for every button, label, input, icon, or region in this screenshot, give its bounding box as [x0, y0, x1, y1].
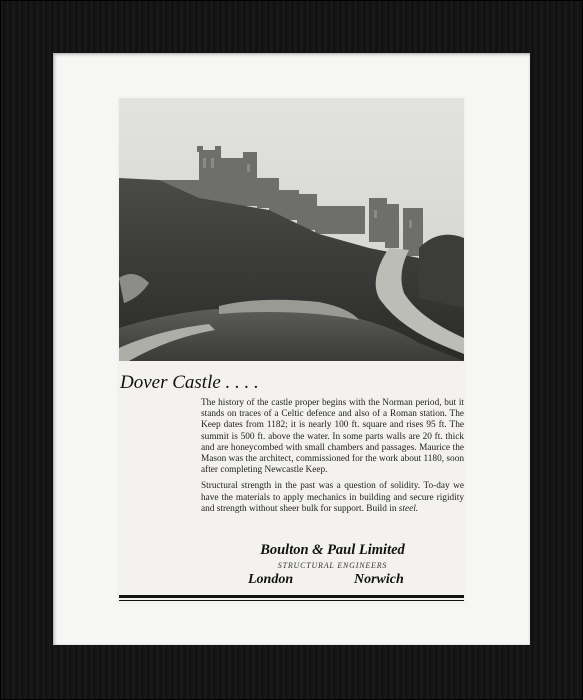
bottom-rule-thin [119, 600, 464, 601]
ad-heading: Dover Castle . . . . [120, 372, 259, 393]
vintage-advertisement [117, 96, 466, 604]
castle-photograph [119, 98, 464, 361]
city-london: London [248, 572, 294, 587]
steel-emphasis: steel. [398, 503, 419, 514]
steel-paragraph-text: Structural strength in the past was a question of solidity. To-day we have the materials to apply mechanics in building and secure rigidity and strength without sheer bulk for support. Build in [201, 481, 464, 514]
history-paragraph: The history of the castle proper begins with the Norman period, but it stands on traces of a Celtic defence and also of a Roman station. The Keep dates from 1182; it is nearly 100 ft. square and rises 95 ft. The summit is 500 ft. above the water. In some parts walls are 20 ft. thick and are honeycombed with small chambers and passages. Maurice the Mason was the architect, commissioned for the work about 1180, soon after completing Newcastle Keep. [201, 398, 464, 476]
city-norwich: Norwich [354, 572, 404, 587]
steel-paragraph [201, 481, 464, 515]
company-name: Boulton & Paul Limited [260, 542, 405, 558]
ad-body-text [201, 398, 464, 520]
bottom-rule-thick [119, 595, 464, 598]
company-subtitle: STRUCTURAL ENGINEERS [277, 561, 388, 570]
